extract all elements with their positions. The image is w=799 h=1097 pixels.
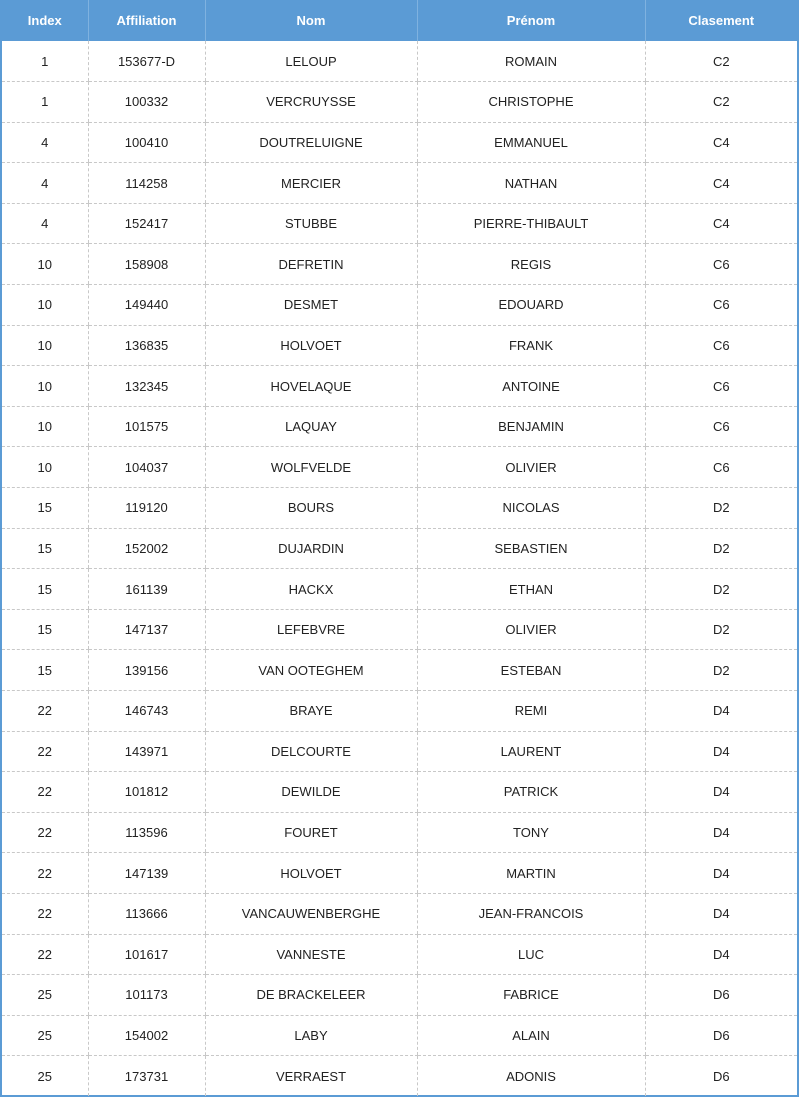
cell-nom: DEFRETIN <box>205 244 417 285</box>
cell-prenom: MARTIN <box>417 853 645 894</box>
cell-index: 22 <box>2 853 88 894</box>
cell-affiliation: 101617 <box>88 934 205 975</box>
cell-clasement: D4 <box>645 812 797 853</box>
column-header-nom[interactable]: Nom <box>205 0 417 41</box>
cell-nom: LELOUP <box>205 41 417 82</box>
cell-clasement: D4 <box>645 934 797 975</box>
cell-clasement: C2 <box>645 41 797 82</box>
cell-index: 22 <box>2 934 88 975</box>
table-row <box>2 569 797 610</box>
cell-index: 15 <box>2 528 88 569</box>
cell-prenom: PIERRE-THIBAULT <box>417 203 645 244</box>
table-row <box>2 609 797 650</box>
table-row <box>2 488 797 529</box>
table-row <box>2 893 797 934</box>
cell-index: 4 <box>2 163 88 204</box>
cell-clasement: C6 <box>645 285 797 326</box>
cell-affiliation: 173731 <box>88 1056 205 1097</box>
cell-clasement: D6 <box>645 1015 797 1056</box>
cell-affiliation: 149440 <box>88 285 205 326</box>
cell-affiliation: 152417 <box>88 203 205 244</box>
cell-clasement: C4 <box>645 203 797 244</box>
cell-index: 15 <box>2 488 88 529</box>
table-row <box>2 122 797 163</box>
table-row <box>2 934 797 975</box>
cell-nom: DESMET <box>205 285 417 326</box>
cell-index: 22 <box>2 731 88 772</box>
cell-affiliation: 100410 <box>88 122 205 163</box>
cell-nom: VANCAUWENBERGHE <box>205 893 417 934</box>
cell-prenom: NATHAN <box>417 163 645 204</box>
cell-affiliation: 153677-D <box>88 41 205 82</box>
cell-prenom: OLIVIER <box>417 447 645 488</box>
table-row <box>2 975 797 1016</box>
cell-clasement: D4 <box>645 853 797 894</box>
cell-prenom: TONY <box>417 812 645 853</box>
cell-prenom: EDOUARD <box>417 285 645 326</box>
table-row <box>2 366 797 407</box>
cell-clasement: C6 <box>645 366 797 407</box>
cell-clasement: D6 <box>645 1056 797 1097</box>
cell-nom: LABY <box>205 1015 417 1056</box>
table-row <box>2 325 797 366</box>
cell-clasement: D2 <box>645 528 797 569</box>
cell-affiliation: 119120 <box>88 488 205 529</box>
cell-index: 22 <box>2 772 88 813</box>
cell-prenom: ETHAN <box>417 569 645 610</box>
cell-index: 25 <box>37 1068 52 1084</box>
cell-affiliation: 114258 <box>88 163 205 204</box>
cell-index: 10 <box>2 244 88 285</box>
cell-clasement: C6 <box>645 244 797 285</box>
cell-nom: DOUTRELUIGNE <box>205 122 417 163</box>
column-header-clasement[interactable]: Clasement <box>645 0 797 41</box>
cell-index: 10 <box>2 406 88 447</box>
cell-clasement: D2 <box>645 488 797 529</box>
cell-nom: HOLVOET <box>205 853 417 894</box>
cell-clasement: C6 <box>645 406 797 447</box>
cell-nom: VAN OOTEGHEM <box>205 650 417 691</box>
cell-index: 25 <box>2 1015 88 1056</box>
cell-nom: VERCRUYSSE <box>205 82 417 123</box>
cell-affiliation: 158908 <box>88 244 205 285</box>
cell-clasement: D6 <box>645 975 797 1016</box>
cell-nom: HACKX <box>205 569 417 610</box>
table-row <box>2 772 797 813</box>
cell-affiliation: 132345 <box>88 366 205 407</box>
cell-nom: DE BRACKELEER <box>205 975 417 1016</box>
table-row <box>2 691 797 732</box>
cell-clasement: C4 <box>645 122 797 163</box>
table-row <box>2 41 797 82</box>
cell-prenom: NICOLAS <box>417 488 645 529</box>
cell-index: 15 <box>2 609 88 650</box>
cell-affiliation: 136835 <box>88 325 205 366</box>
table-row <box>2 1015 797 1056</box>
column-header-prenom[interactable]: Prénom <box>417 0 645 41</box>
cell-nom: WOLFVELDE <box>205 447 417 488</box>
cell-index: 22 <box>2 893 88 934</box>
cell-clasement: D2 <box>645 609 797 650</box>
cell-nom: LEFEBVRE <box>205 609 417 650</box>
table-row <box>2 650 797 691</box>
cell-nom: DEWILDE <box>205 772 417 813</box>
cell-nom: BRAYE <box>205 691 417 732</box>
cell-index: 4 <box>2 203 88 244</box>
cell-prenom: PATRICK <box>417 772 645 813</box>
cell-prenom: ANTOINE <box>417 366 645 407</box>
cell-clasement: C2 <box>645 82 797 123</box>
cell-affiliation: 113596 <box>88 812 205 853</box>
cell-prenom: BENJAMIN <box>417 406 645 447</box>
cell-affiliation: 147137 <box>88 609 205 650</box>
cell-prenom: ESTEBAN <box>417 650 645 691</box>
table-body <box>2 41 797 1096</box>
cell-index: 1 <box>2 41 88 82</box>
table-row <box>2 853 797 894</box>
cell-clasement: C6 <box>645 325 797 366</box>
cell-nom: FOURET <box>205 812 417 853</box>
column-header-index[interactable]: Index <box>2 0 88 41</box>
cell-prenom: LUC <box>417 934 645 975</box>
cell-affiliation: 143971 <box>88 731 205 772</box>
cell-affiliation: 101812 <box>88 772 205 813</box>
table-row <box>2 203 797 244</box>
cell-clasement: C6 <box>645 447 797 488</box>
table-row <box>2 406 797 447</box>
cell-prenom: ROMAIN <box>417 41 645 82</box>
cell-nom: VANNESTE <box>205 934 417 975</box>
cell-affiliation: 101575 <box>88 406 205 447</box>
cell-clasement: C4 <box>645 163 797 204</box>
cell-index: 10 <box>2 366 88 407</box>
table-row <box>2 812 797 853</box>
cell-clasement: D4 <box>645 691 797 732</box>
cell-index: 15 <box>2 569 88 610</box>
players-table <box>2 0 797 1096</box>
cell-index: 25 <box>2 975 88 1016</box>
cell-prenom: LAURENT <box>417 731 645 772</box>
table-header-row <box>2 0 797 41</box>
cell-affiliation: 100332 <box>88 82 205 123</box>
cell-prenom: JEAN-FRANCOIS <box>417 893 645 934</box>
cell-prenom: REGIS <box>417 244 645 285</box>
table-row <box>2 244 797 285</box>
cell-index: 10 <box>2 447 88 488</box>
cell-clasement: D4 <box>645 731 797 772</box>
cell-affiliation: 152002 <box>88 528 205 569</box>
cell-index: 4 <box>2 122 88 163</box>
cell-nom: MERCIER <box>205 163 417 204</box>
cell-nom: HOVELAQUE <box>205 366 417 407</box>
table-row <box>2 1056 797 1097</box>
cell-affiliation: 147139 <box>88 853 205 894</box>
cell-prenom: FRANK <box>417 325 645 366</box>
table-row <box>2 731 797 772</box>
cell-prenom: EMMANUEL <box>417 122 645 163</box>
cell-clasement: D2 <box>645 569 797 610</box>
cell-prenom: OLIVIER <box>417 609 645 650</box>
cell-index: 10 <box>2 325 88 366</box>
cell-clasement: D2 <box>645 650 797 691</box>
cell-prenom: FABRICE <box>417 975 645 1016</box>
cell-index: 15 <box>2 650 88 691</box>
cell-prenom: SEBASTIEN <box>417 528 645 569</box>
cell-clasement: D4 <box>645 893 797 934</box>
cell-affiliation: 139156 <box>88 650 205 691</box>
cell-nom: STUBBE <box>205 203 417 244</box>
cell-nom: HOLVOET <box>205 325 417 366</box>
cell-affiliation: 146743 <box>88 691 205 732</box>
table-row <box>2 285 797 326</box>
cell-nom: DUJARDIN <box>205 528 417 569</box>
cell-index: 22 <box>2 691 88 732</box>
table-row <box>2 163 797 204</box>
cell-affiliation: 154002 <box>88 1015 205 1056</box>
cell-prenom: CHRISTOPHE <box>417 82 645 123</box>
table-row <box>2 528 797 569</box>
cell-affiliation: 104037 <box>88 447 205 488</box>
column-header-affiliation[interactable]: Affiliation <box>88 0 205 41</box>
cell-affiliation: 113666 <box>88 893 205 934</box>
cell-nom: LAQUAY <box>205 406 417 447</box>
table-row <box>2 82 797 123</box>
cell-index: 22 <box>2 812 88 853</box>
cell-prenom: ALAIN <box>417 1015 645 1056</box>
table-row <box>2 447 797 488</box>
cell-nom: VERRAEST <box>205 1056 417 1097</box>
cell-prenom: ADONIS <box>417 1056 645 1097</box>
cell-nom: BOURS <box>205 488 417 529</box>
cell-clasement: D4 <box>645 772 797 813</box>
cell-prenom: REMI <box>417 691 645 732</box>
cell-index: 1 <box>2 82 88 123</box>
cell-affiliation: 161139 <box>88 569 205 610</box>
cell-nom: DELCOURTE <box>205 731 417 772</box>
cell-index: 10 <box>2 285 88 326</box>
cell-affiliation: 101173 <box>88 975 205 1016</box>
